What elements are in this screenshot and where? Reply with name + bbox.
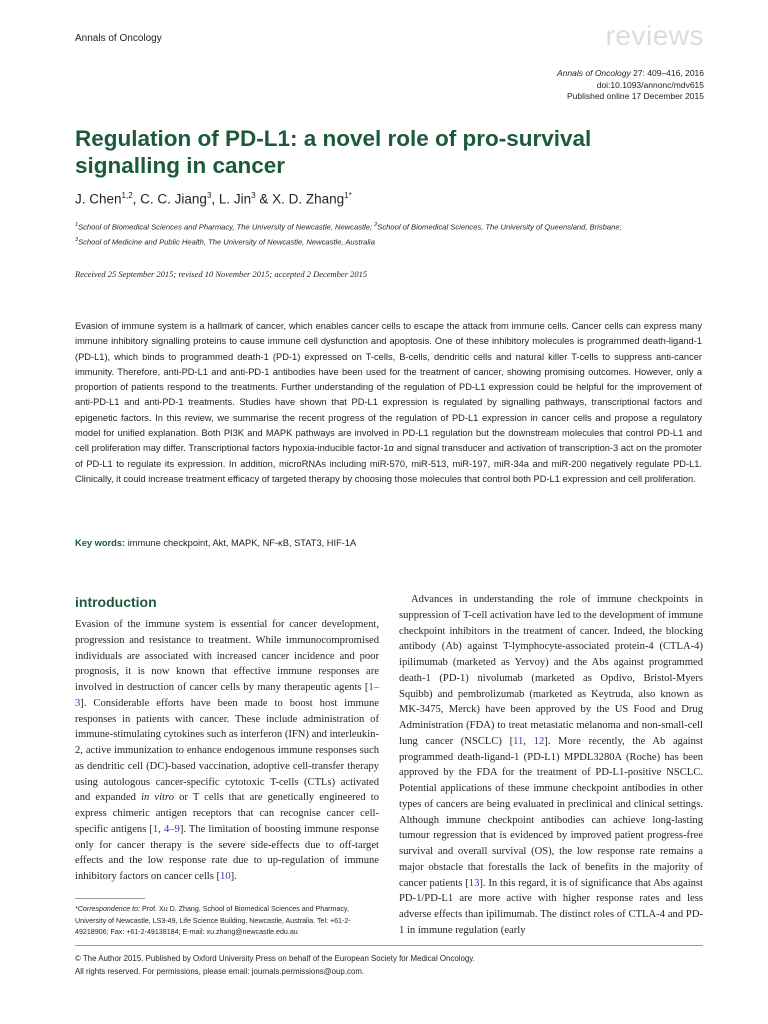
text-run: or T cells that are genetically engineered to express chimeric antigen receptors that can recognise cancer cell-specific antigens [ [75,792,380,835]
doi: doi:10.1093/annonc/mdv615 [596,79,704,90]
reference-link[interactable]: 1 [152,823,159,835]
text-run: Evasion of the immune system is essential for cancer development, progression and resistance to treatment. While immunocompromised individuals are associated with increased cancer incidence and poor prognosis, it is now known that effective immune responses are involved in destruction of cancer cells by many therapeutic agents [ [75,619,379,693]
reference-link[interactable]: 10 [220,871,231,882]
affil-mark-3: 3 [75,236,79,243]
citation-volume: 27: 409–416, 2016 [630,68,704,78]
correspondence-footnote [75,904,375,939]
affiliations [75,219,715,248]
section-heading-introduction: introduction [75,594,157,610]
reference-link[interactable]: 1–3 [75,682,379,709]
abstract: Evasion of immune system is a hallmark of cancer, which enables cancer cells to escape the attack from immune cells. Cancer cells can express many immune inhibitory signalling proteins to cause immune cell dysfunction and apoptosis. One of these inhibitory molecules is programmed death-ligand-1 (PD-L1), which binds to programmed death-1 (PD-1) expressed on T-cells, B-cells, dendritic cells and natural killer T-cells to suppress anti-cancer immunity. Therefore, anti-PD-L1 and anti-PD-1 antibodies have been used for the treatment of cancer, showing promising outcomes. However, only a proportion of patients respond to the treatments. Further understanding of the regulation of PD-L1 expression could be helpful for the improvement of anti-PD-L1 and anti-PD-1 treatments. Studies have shown that PD-L1 expression is regulated by signalling pathways, transcriptional factors and epigenetic factors. In this review, we summarise the recent progress of the regulation of PD-L1 expression in cancer cells and propose a regulatory model for unified explanation. Both PI3K and MAPK pathways are involved in PD-L1 regulation but the downstream molecules that control PD-L1 and cell proliferation may differ. Transcriptional factors hypoxia-inducible factor-1α and signal transducer and activation of transcription-3 act on the promoter of PD-L1 to regulate its expression. In addition, microRNAs including miR-570, miR-513, miR-197, miR-34a and miR-200 negatively regulate PD-L1. Clinically, it could increase treatment efficacy of targeted therapy by choosing those molecules that control both PD-L1 expression and cell proliferation. [75,321,702,484]
text-run: ]. [230,871,237,882]
journal-name-header: Annals of Oncology [75,33,162,44]
footer-divider [75,945,703,946]
affil-2: School of Biomedical Sciences, The University of Queensland, Brisbane; [377,222,622,232]
author-4: & X. D. Zhang [255,191,345,207]
author-2: , C. C. Jiang [132,191,207,207]
text-run: ]. More recently, the Ab against programmed death-ligand-1 (PD-L1) MPDL3280A (Roche) has been approved by the FDA for the treatment of PD-L1-positive NSCLC. Potential applications of these immune checkpoint antibodies in other types of cancers are being evaluated in preclinical and clinical settings. Although immune checkpoint antibodies can achieve long-lasting tumour regression that is evidenced by improved patient progress-free survival and overall survival (OS), the low response rate remains a major obstacle that forestalls the lack of benefits in the majority of cancer patients [ [399,735,703,889]
text-run: , [523,735,534,747]
italic-term: in vitro [141,792,175,804]
footnote-divider [75,898,145,899]
text-run: ]. In this regard, it is of significance that Abs against PD-1/PD-L1 are more active with higher response rates and less adverse effects than ipilimumab. The distinct roles of CTLA-4 and PD-1 in immune regulation (early [399,877,703,936]
author-1: J. Chen [75,191,122,207]
affil-1: School of Biomedical Sciences and Pharmacy, The University of Newcastle, Newcastle; [78,222,375,232]
citation-journal: Annals of Oncology [557,68,631,78]
reference-link[interactable]: 12 [533,735,545,747]
author-1-affil: 1,2 [121,191,133,200]
article-title: Regulation of PD-L1: a novel role of pro-survival signalling in cancer [75,126,592,178]
affil-mark-1: 1 [75,222,79,228]
text-run: , [158,823,164,835]
text-run: ]. Considerable efforts have been made to boost host immune responses in patients with cancer. These include administration of immune-stimulating cytokines such as interferon (IFN) and interleukin-2, active immunization to enhance endogenous immune responses such as dendritic cell (DC)-based vaccination, adoptive cell-transfer therapy using autologous cancer-specific cytotoxic T-cells (CTLs) activated and expanded [75,697,379,804]
citation-line [557,68,704,80]
author-list [75,191,352,207]
author-2-affil: 3 [206,191,212,200]
citation-block [557,68,704,103]
author-3: , L. Jin [211,191,252,207]
reference-link[interactable]: 11 [513,735,524,747]
intro-right-column [399,592,703,939]
published-date: Published online 17 December 2015 [566,91,704,101]
copyright-line-2: All rights reserved. For permissions, please email: journals.permissions@oup.com. [75,966,365,976]
affil-mark-2: 2 [374,222,378,228]
affiliation-line-2 [75,234,715,249]
author-4-affil: 1* [344,191,352,200]
footnote-label: *Correspondence to: [75,905,141,913]
text-run: ]. The limitation of boosting immune response only for cancer therapy is the severe side-effects due to off-target effects and the low response rate due to up-regulation of immune inhibitory factors on cancer cells [ [75,823,379,882]
affil-3: School of Medicine and Public Health, The University of Newcastle, Newcastle, Australia [78,237,375,247]
affiliation-line-1 [75,219,715,234]
intro-left-column [75,617,379,885]
reference-link[interactable]: 13 [468,877,480,889]
copyright-notice [75,953,703,978]
keywords-list: immune checkpoint, Akt, MAPK, NF-κB, STAT3, HIF-1A [125,538,357,548]
copyright-line-1: © The Author 2015. Published by Oxford University Press on behalf of the European Society for Medical Oncology. [75,954,475,963]
footnote-text: Prof. Xu D. Zhang, School of Biomedical Sciences and Pharmacy, University of Newcastle, LS3-49, Life Science Building, Newcastle, Australia. Tel: +61-2-49218906; Fax: +61-2-49138184; E-mail: xu.zhang@newcastle.edu.au [75,905,351,936]
reference-link[interactable]: 4–9 [163,823,180,835]
keywords [75,538,356,548]
section-label: reviews [605,20,704,51]
keywords-label: Key words: [75,538,126,548]
received-dates: Received 25 September 2015; revised 10 November 2015; accepted 2 December 2015 [75,269,368,279]
text-run: Advances in understanding the role of immune checkpoints in suppression of T-cell activation have led to the development of immune checkpoint inhibitors in the treatment of cancer. Indeed, the blocking antibody (Ab) against T-lymphocyte-associated protein-4 (CTLA-4) ipilimumab (marketed as Yervoy) and the Abs against programmed death-1 (PD-1) nivolumab (marketed as Opdivo, Bristol-Myers Squibb) and pembrolizumab (marketed as Keytruda, also known as MK-3475, Merck) have been approved by the US Food and Drug Administration (FDA) to treat metastatic melanoma and non-small-cell lung cancer (NSCLC) [ [399,594,703,747]
author-3-affil: 3 [251,191,256,200]
